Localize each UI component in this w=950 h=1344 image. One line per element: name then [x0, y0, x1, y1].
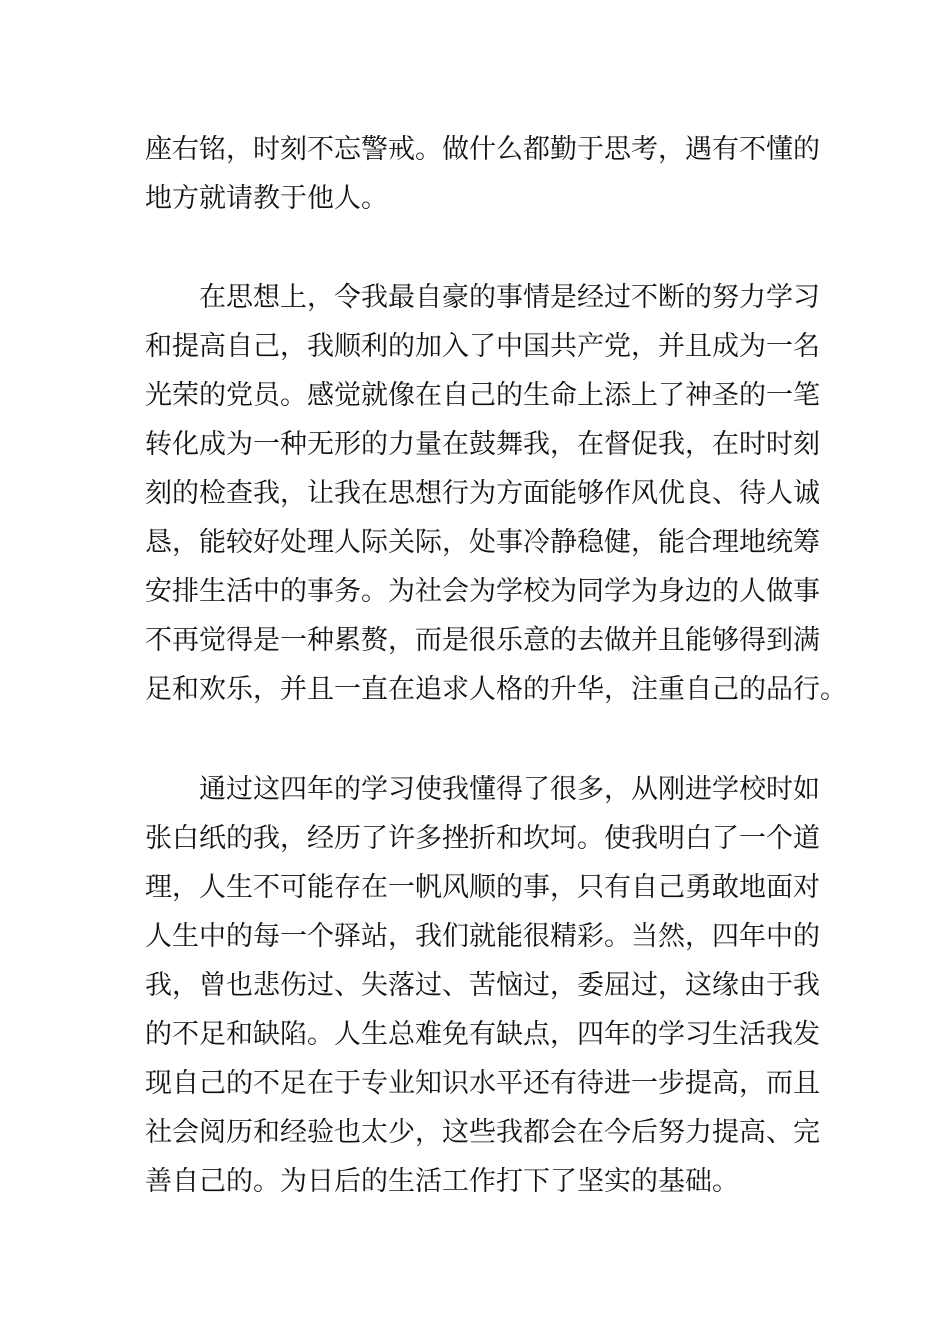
text-line: 光荣的党员。感觉就像在自己的生命上添上了神圣的一笔 [145, 380, 820, 411]
text-line: 通过这四年的学习使我懂得了很多，从刚进学校时如 [199, 774, 820, 805]
text-line: 和提高自己，我顺利的加入了中国共产党，并且成为一名 [145, 331, 820, 362]
text-line: 转化成为一种无形的力量在鼓舞我，在督促我，在时时刻 [145, 429, 820, 460]
text-line: 足和欢乐，并且一直在追求人格的升华，注重自己的品行。 [145, 674, 847, 705]
text-line: 座右铭，时刻不忘警戒。做什么都勤于思考，遇有不懂的 [145, 134, 820, 165]
text-line: 现自己的不足在于专业知识水平还有待进一步提高，而且 [145, 1068, 820, 1099]
text-line: 张白纸的我，经历了许多挫折和坎坷。使我明白了一个道 [145, 823, 820, 854]
text-line: 恳，能较好处理人际关际，处事冷静稳健，能合理地统筹 [145, 527, 820, 558]
text-line: 地方就请教于他人。 [145, 183, 388, 214]
paragraph-continuation [145, 125, 820, 223]
text-line: 在思想上，令我最自豪的事情是经过不断的努力学习 [199, 282, 820, 313]
text-line: 不再觉得是一种累赘，而是很乐意的去做并且能够得到满 [145, 625, 820, 656]
text-line: 安排生活中的事务。为社会为学校为同学为身边的人做事 [145, 576, 820, 607]
text-line: 社会阅历和经验也太少，这些我都会在今后努力提高、完 [145, 1117, 820, 1148]
text-line: 的不足和缺陷。人生总难免有缺点，四年的学习生活我发 [145, 1019, 820, 1050]
text-line: 人生中的每一个驿站，我们就能很精彩。当然，四年中的 [145, 921, 820, 952]
paragraph-four-years [145, 765, 820, 1206]
text-line: 理，人生不可能存在一帆风顺的事，只有自己勇敢地面对 [145, 872, 820, 903]
text-line: 刻的检查我，让我在思想行为方面能够作风优良、待人诚 [145, 478, 820, 509]
text-line: 善自己的。为日后的生活工作打下了坚实的基础。 [145, 1166, 739, 1197]
paragraph-thought [145, 273, 847, 714]
text-line: 我，曾也悲伤过、失落过、苦恼过，委屈过，这缘由于我 [145, 970, 820, 1001]
